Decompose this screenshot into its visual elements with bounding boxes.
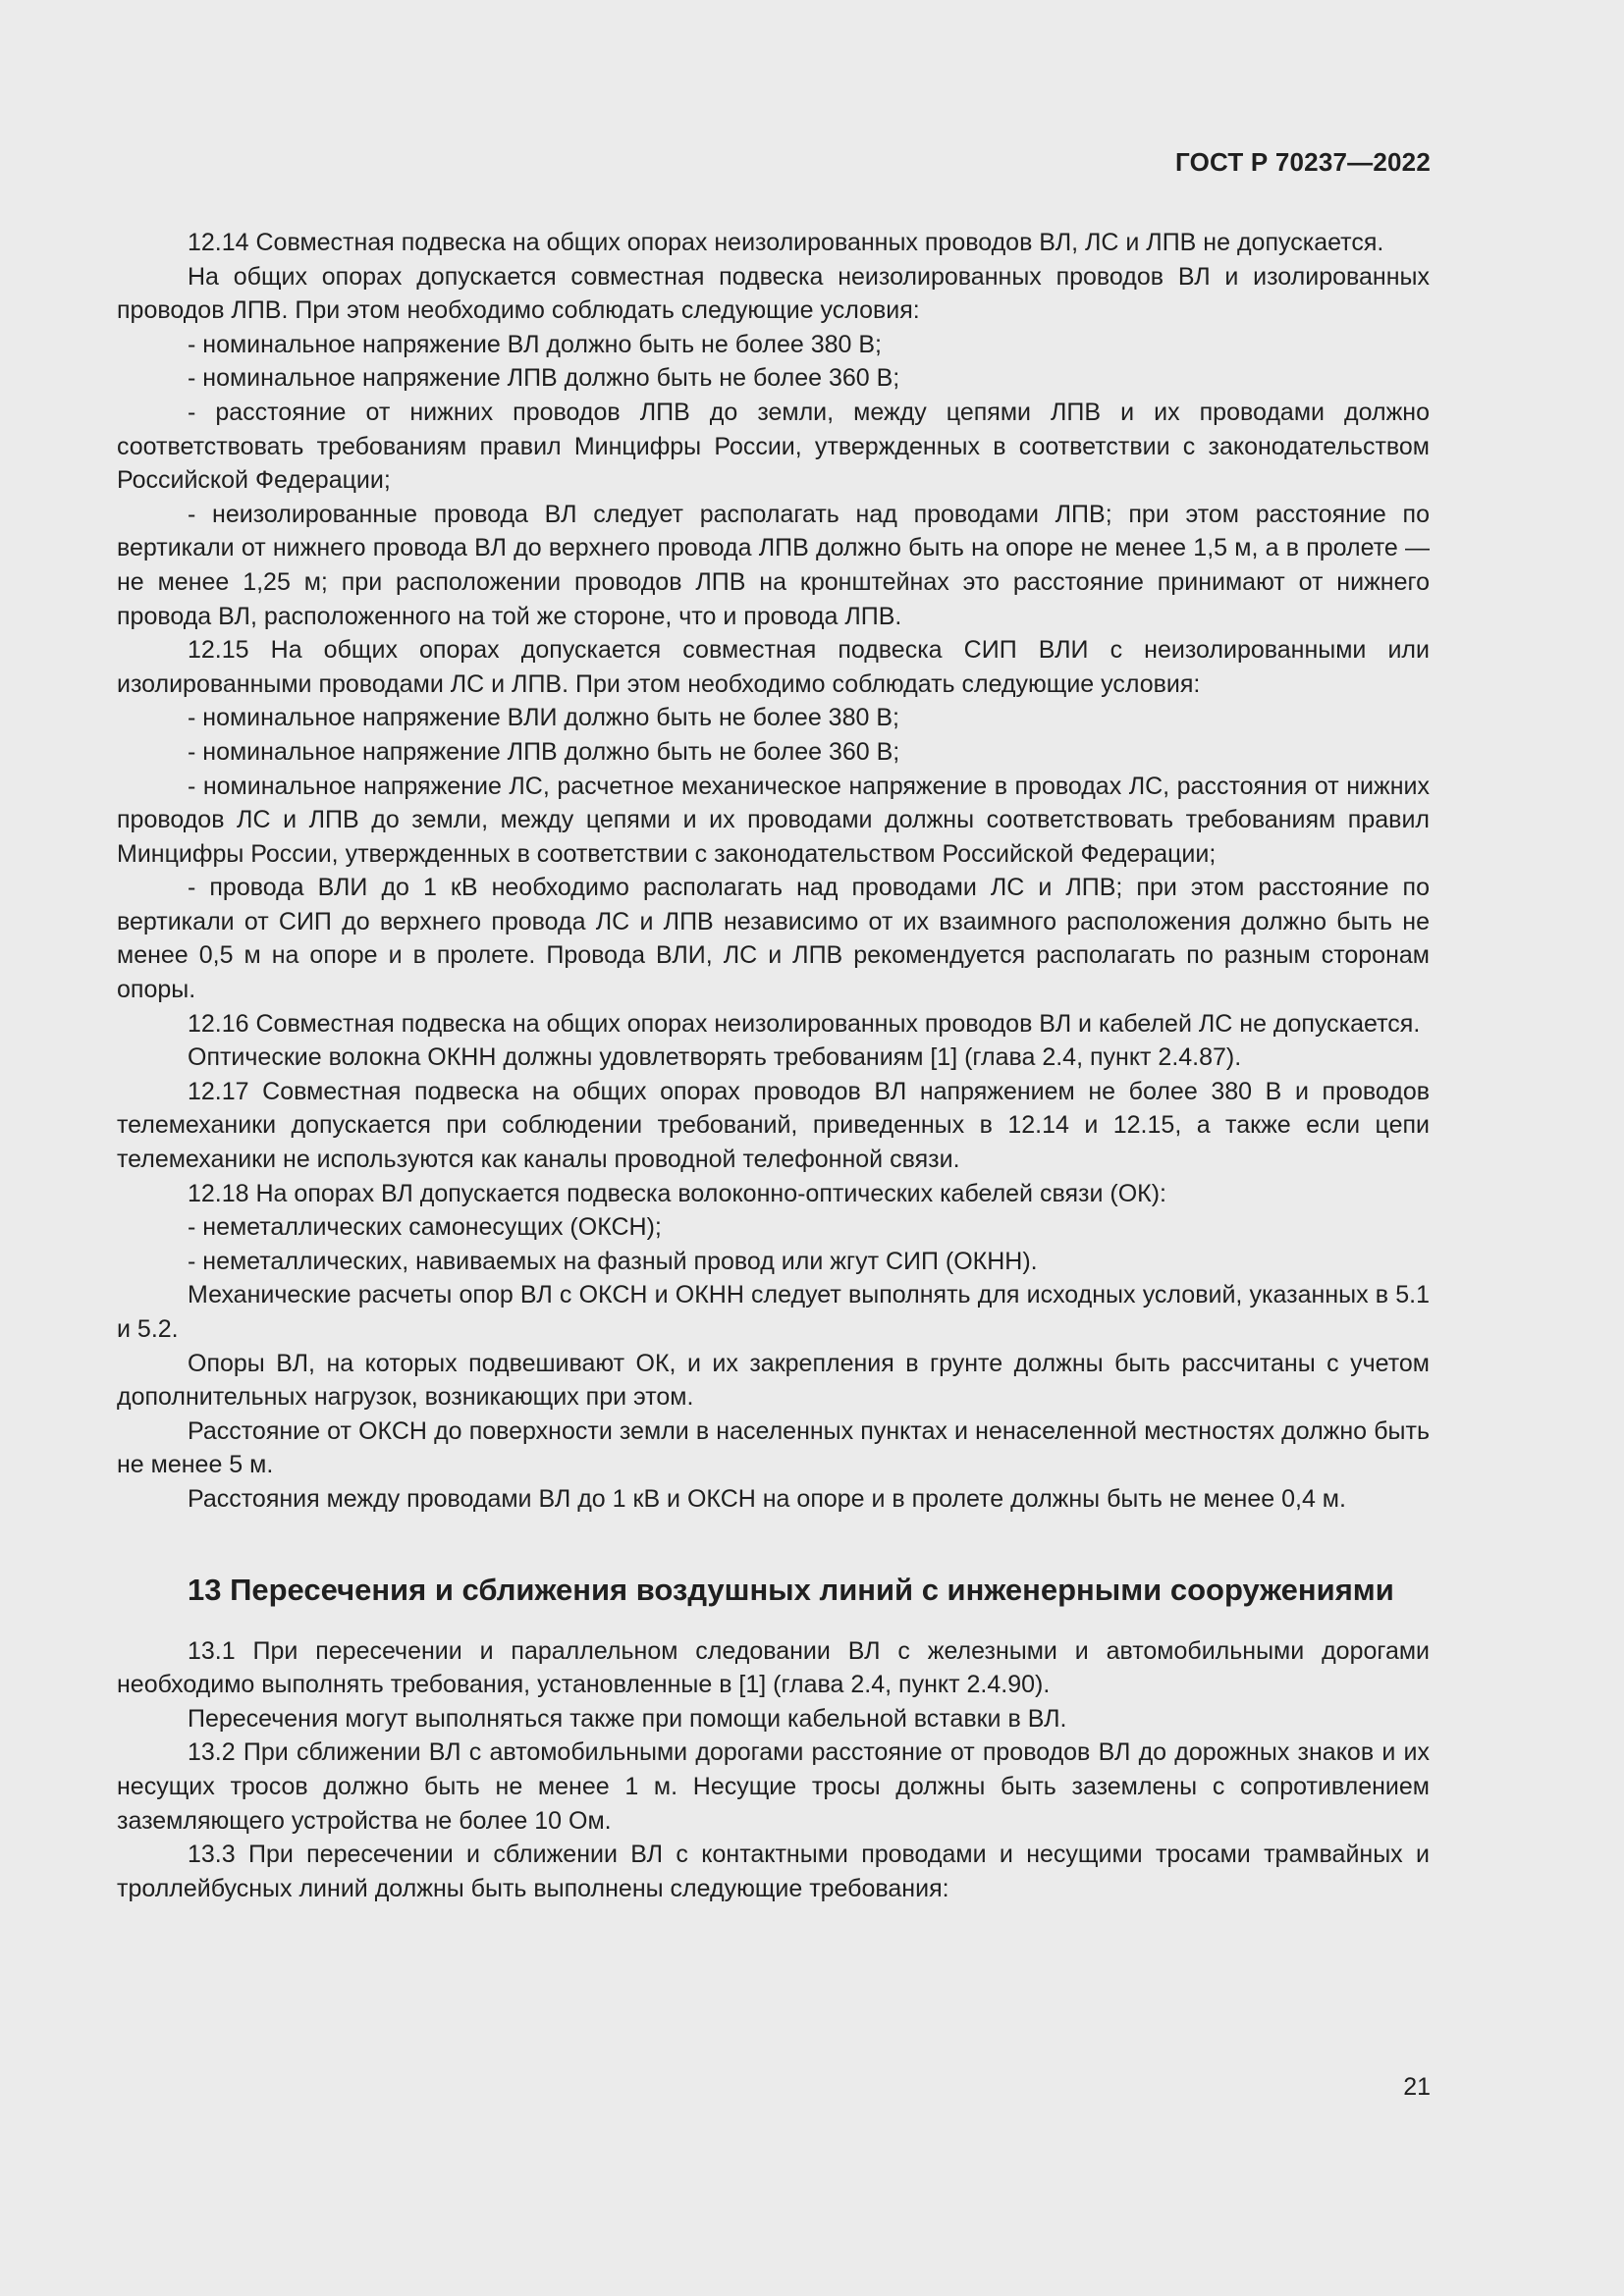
paragraph: Опоры ВЛ, на которых подвешивают ОК, и их закрепления в грунте должны быть рассчитаны с учетом дополнительных нагрузок, возникающих при этом.	[117, 1349, 1430, 1412]
paragraph: 12.14 Совместная подвеска на общих опорах неизолированных проводов ВЛ, ЛС и ЛПВ не допускается.	[188, 229, 1384, 256]
list-item: - неизолированные провода ВЛ следует располагать над проводами ЛПВ; при этом расстояние по вертикали от нижнего провода ВЛ до верхнего провода ЛПВ должно быть на опоре не менее 1,5 м, а в пролете — не менее 1,25 м; при расположении проводов ЛПВ на кронштейнах это расстояние принимают от нижнего провода ВЛ, расположенного на той же стороне, что и провода ЛПВ.	[117, 500, 1430, 630]
paragraph: 12.16 Совместная подвеска на общих опорах неизолированных проводов ВЛ и кабелей ЛС не допускается.	[188, 1009, 1421, 1038]
paragraph: 12.15 На общих опорах допускается совместная подвеска СИП ВЛИ с неизолированными или изолированными проводами ЛС и ЛПВ. При этом необходимо соблюдать следующие условия:	[117, 636, 1430, 698]
list-item: - неметаллических, навиваемых на фазный провод или жгут СИП (ОКНН).	[188, 1247, 1038, 1275]
document-header: ГОСТ Р 70237—2022	[1175, 147, 1431, 177]
list-item: - номинальное напряжение ЛПВ должно быть не более 360 В;	[188, 364, 900, 393]
list-item: - номинальное напряжение ЛПВ должно быть не более 360 В;	[188, 737, 900, 766]
list-item: - расстояние от нижних проводов ЛПВ до земли, между цепями ЛПВ и их проводами должно соответствовать требованиям правил Минцифры России, утвержденных в соответствии с законодательством Российской Федерации;	[117, 398, 1430, 495]
list-item: - номинальное напряжение ВЛ должно быть не более 380 В;	[188, 330, 882, 358]
paragraph: 13.3 При пересечении и сближении ВЛ с контактными проводами и несущими тросами трамвайных и троллейбусных линий должны быть выполнены следующие требования:	[117, 1841, 1430, 1902]
paragraph: Оптические волокна ОКНН должны удовлетворять требованиям [1] (глава 2.4, пункт 2.4.87).	[188, 1043, 1242, 1072]
list-item: - неметаллических самонесущих (ОКСН);	[188, 1213, 662, 1242]
list-item: - номинальное напряжение ЛС, расчетное механическое напряжение в проводах ЛС, расстояния от нижних проводов ЛС и ЛПВ до земли, между цепями и их проводами должны соответствовать требованиям правил Минцифры России, утвержденных в соответствии с законодательством Российской Федерации;	[117, 772, 1430, 868]
paragraph: 12.18 На опорах ВЛ допускается подвеска волоконно-оптических кабелей связи (ОК):	[188, 1179, 1166, 1207]
paragraph: Расстояния между проводами ВЛ до 1 кВ и ОКСН на опоре и в пролете должны быть не менее 0,4 м.	[188, 1484, 1346, 1513]
section-heading: 13 Пересечения и сближения воздушных линий с инженерными сооружениями	[188, 1572, 1394, 1607]
paragraph: Механические расчеты опор ВЛ с ОКСН и ОКНН следует выполнять для исходных условий, указанных в 5.1 и 5.2.	[117, 1281, 1430, 1343]
paragraph: 13.1 При пересечении и параллельном следовании ВЛ с железными и автомобильными дорогами необходимо выполнять требования, установленные в [1] (глава 2.4, пункт 2.4.90).	[117, 1636, 1430, 1699]
list-item: - номинальное напряжение ВЛИ должно быть не более 380 В;	[188, 704, 899, 732]
paragraph: 12.17 Совместная подвеска на общих опорах проводов ВЛ напряжением не более 380 В и проводов телемеханики допускается при соблюдении требований, приведенных в 12.14 и 12.15, а также если цепи телемеханики не используются как каналы проводной телефонной связи.	[117, 1077, 1430, 1174]
page-number: 21	[1403, 2073, 1431, 2101]
paragraph: Расстояние от ОКСН до поверхности земли в населенных пунктах и ненаселенной местностях должно быть не менее 5 м.	[117, 1416, 1430, 1479]
list-item: - провода ВЛИ до 1 кВ необходимо располагать над проводами ЛС и ЛПВ; при этом расстояние по вертикали от СИП до верхнего провода ЛС и ЛПВ независимо от их взаимного расположения должно быть не менее 0,5 м на опоре и в пролете. Провода ВЛИ, ЛС и ЛПВ рекомендуется располагать по разным сторонам опоры.	[117, 874, 1430, 1004]
paragraph: На общих опорах допускается совместная подвеска неизолированных проводов ВЛ и изолированных проводов ЛПВ. При этом необходимо соблюдать следующие условия:	[117, 262, 1430, 325]
paragraph: 13.2 При сближении ВЛ с автомобильными дорогами расстояние от проводов ВЛ до дорожных знаков и их несущих тросов должно быть не менее 1 м. Несущие тросы должны быть заземлены с сопротивлением заземляющего устройства не более 10 Ом.	[117, 1738, 1430, 1835]
document-body	[117, 226, 1430, 1905]
paragraph: Пересечения могут выполняться также при помощи кабельной вставки в ВЛ.	[188, 1704, 1067, 1733]
